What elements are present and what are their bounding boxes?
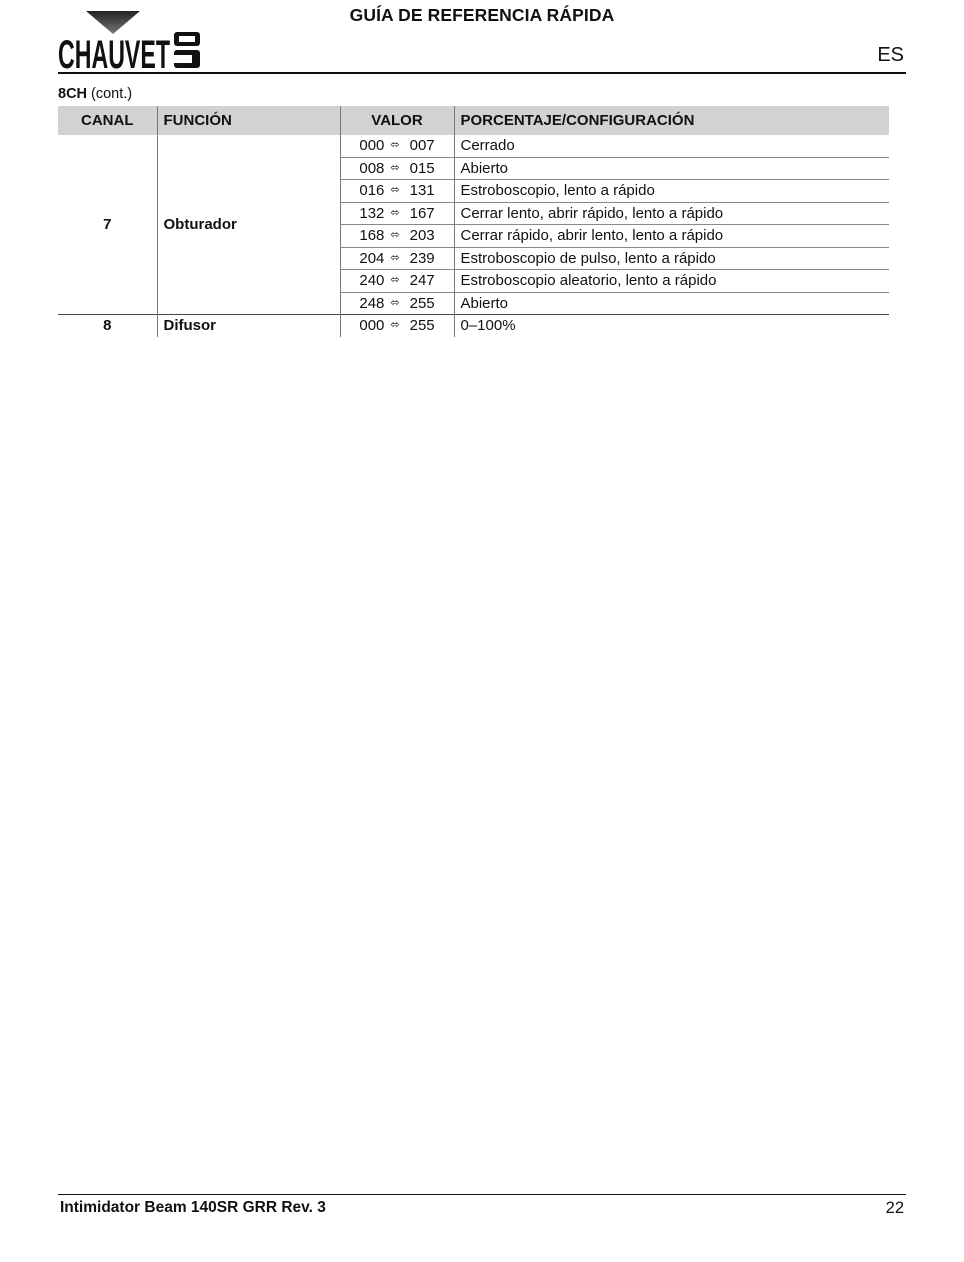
footer-divider	[58, 1194, 906, 1195]
range-start: 132	[359, 204, 385, 222]
value-range	[340, 180, 454, 203]
range-arrow-icon: ⬄	[390, 274, 400, 287]
value-range	[340, 135, 454, 157]
range-end: 255	[409, 294, 435, 312]
value-range	[340, 157, 454, 180]
setting-description: Cerrar lento, abrir rápido, lento a rápido	[454, 202, 889, 225]
language-code: ES	[877, 44, 904, 66]
range-end: 203	[409, 227, 435, 245]
page-number: 22	[885, 1199, 904, 1217]
range-arrow-icon: ⬄	[390, 229, 400, 242]
range-arrow-icon: ⬄	[390, 296, 400, 309]
header-porcentaje: PORCENTAJE/CONFIGURACIÓN	[454, 106, 889, 135]
table-row	[58, 315, 889, 337]
document-title: GUÍA DE REFERENCIA RÁPIDA	[349, 5, 615, 25]
range-start: 248	[359, 294, 385, 312]
value-range	[340, 270, 454, 293]
range-start: 204	[359, 249, 385, 267]
setting-description: Cerrar rápido, abrir lento, lento a rápido	[454, 225, 889, 248]
channel-number: 7	[103, 216, 112, 233]
setting-description: Abierto	[454, 292, 889, 315]
range-end: 255	[409, 317, 435, 335]
range-arrow-icon: ⬄	[390, 184, 400, 197]
range-arrow-icon: ⬄	[390, 319, 400, 332]
range-end: 007	[409, 137, 435, 155]
value-range	[340, 315, 454, 337]
channel-function: Obturador	[157, 135, 340, 315]
table-row	[58, 135, 889, 157]
range-end: 239	[409, 249, 435, 267]
section-label	[58, 86, 132, 102]
mode-suffix: (cont.)	[87, 86, 133, 102]
setting-description: 0–100%	[454, 315, 889, 337]
header-canal: CANAL	[58, 106, 157, 135]
range-end: 167	[409, 204, 435, 222]
range-arrow-icon: ⬄	[390, 206, 400, 219]
range-arrow-icon: ⬄	[390, 161, 400, 174]
range-start: 000	[359, 137, 385, 155]
range-end: 247	[409, 272, 435, 290]
header-valor: VALOR	[340, 106, 454, 135]
channel-function: Difusor	[157, 315, 340, 337]
range-start: 240	[359, 272, 385, 290]
setting-description: Cerrado	[454, 135, 889, 157]
range-end: 015	[409, 159, 435, 177]
header-funcion: FUNCIÓN	[157, 106, 340, 135]
svg-text:CHAUVET: CHAUVET	[58, 33, 170, 77]
value-range	[340, 247, 454, 270]
value-range	[340, 225, 454, 248]
channel-number: 8	[58, 315, 157, 337]
header-divider	[58, 72, 906, 74]
setting-description: Abierto	[454, 157, 889, 180]
range-start: 000	[359, 317, 385, 335]
range-arrow-icon: ⬄	[390, 139, 400, 152]
value-range	[340, 202, 454, 225]
range-start: 008	[359, 159, 385, 177]
range-end: 131	[409, 182, 435, 200]
dmx-channel-table	[58, 106, 889, 337]
table-header-row	[58, 106, 889, 135]
setting-description: Estroboscopio, lento a rápido	[454, 180, 889, 203]
table-body	[58, 135, 889, 337]
setting-description: Estroboscopio aleatorio, lento a rápido	[454, 270, 889, 293]
range-arrow-icon: ⬄	[390, 251, 400, 264]
mode-name: 8CH	[58, 86, 88, 102]
value-range	[340, 292, 454, 315]
range-start: 016	[359, 182, 385, 200]
footer-document-name: Intimidator Beam 140SR GRR Rev. 3	[60, 1199, 326, 1216]
range-start: 168	[359, 227, 385, 245]
setting-description: Estroboscopio de pulso, lento a rápido	[454, 247, 889, 270]
